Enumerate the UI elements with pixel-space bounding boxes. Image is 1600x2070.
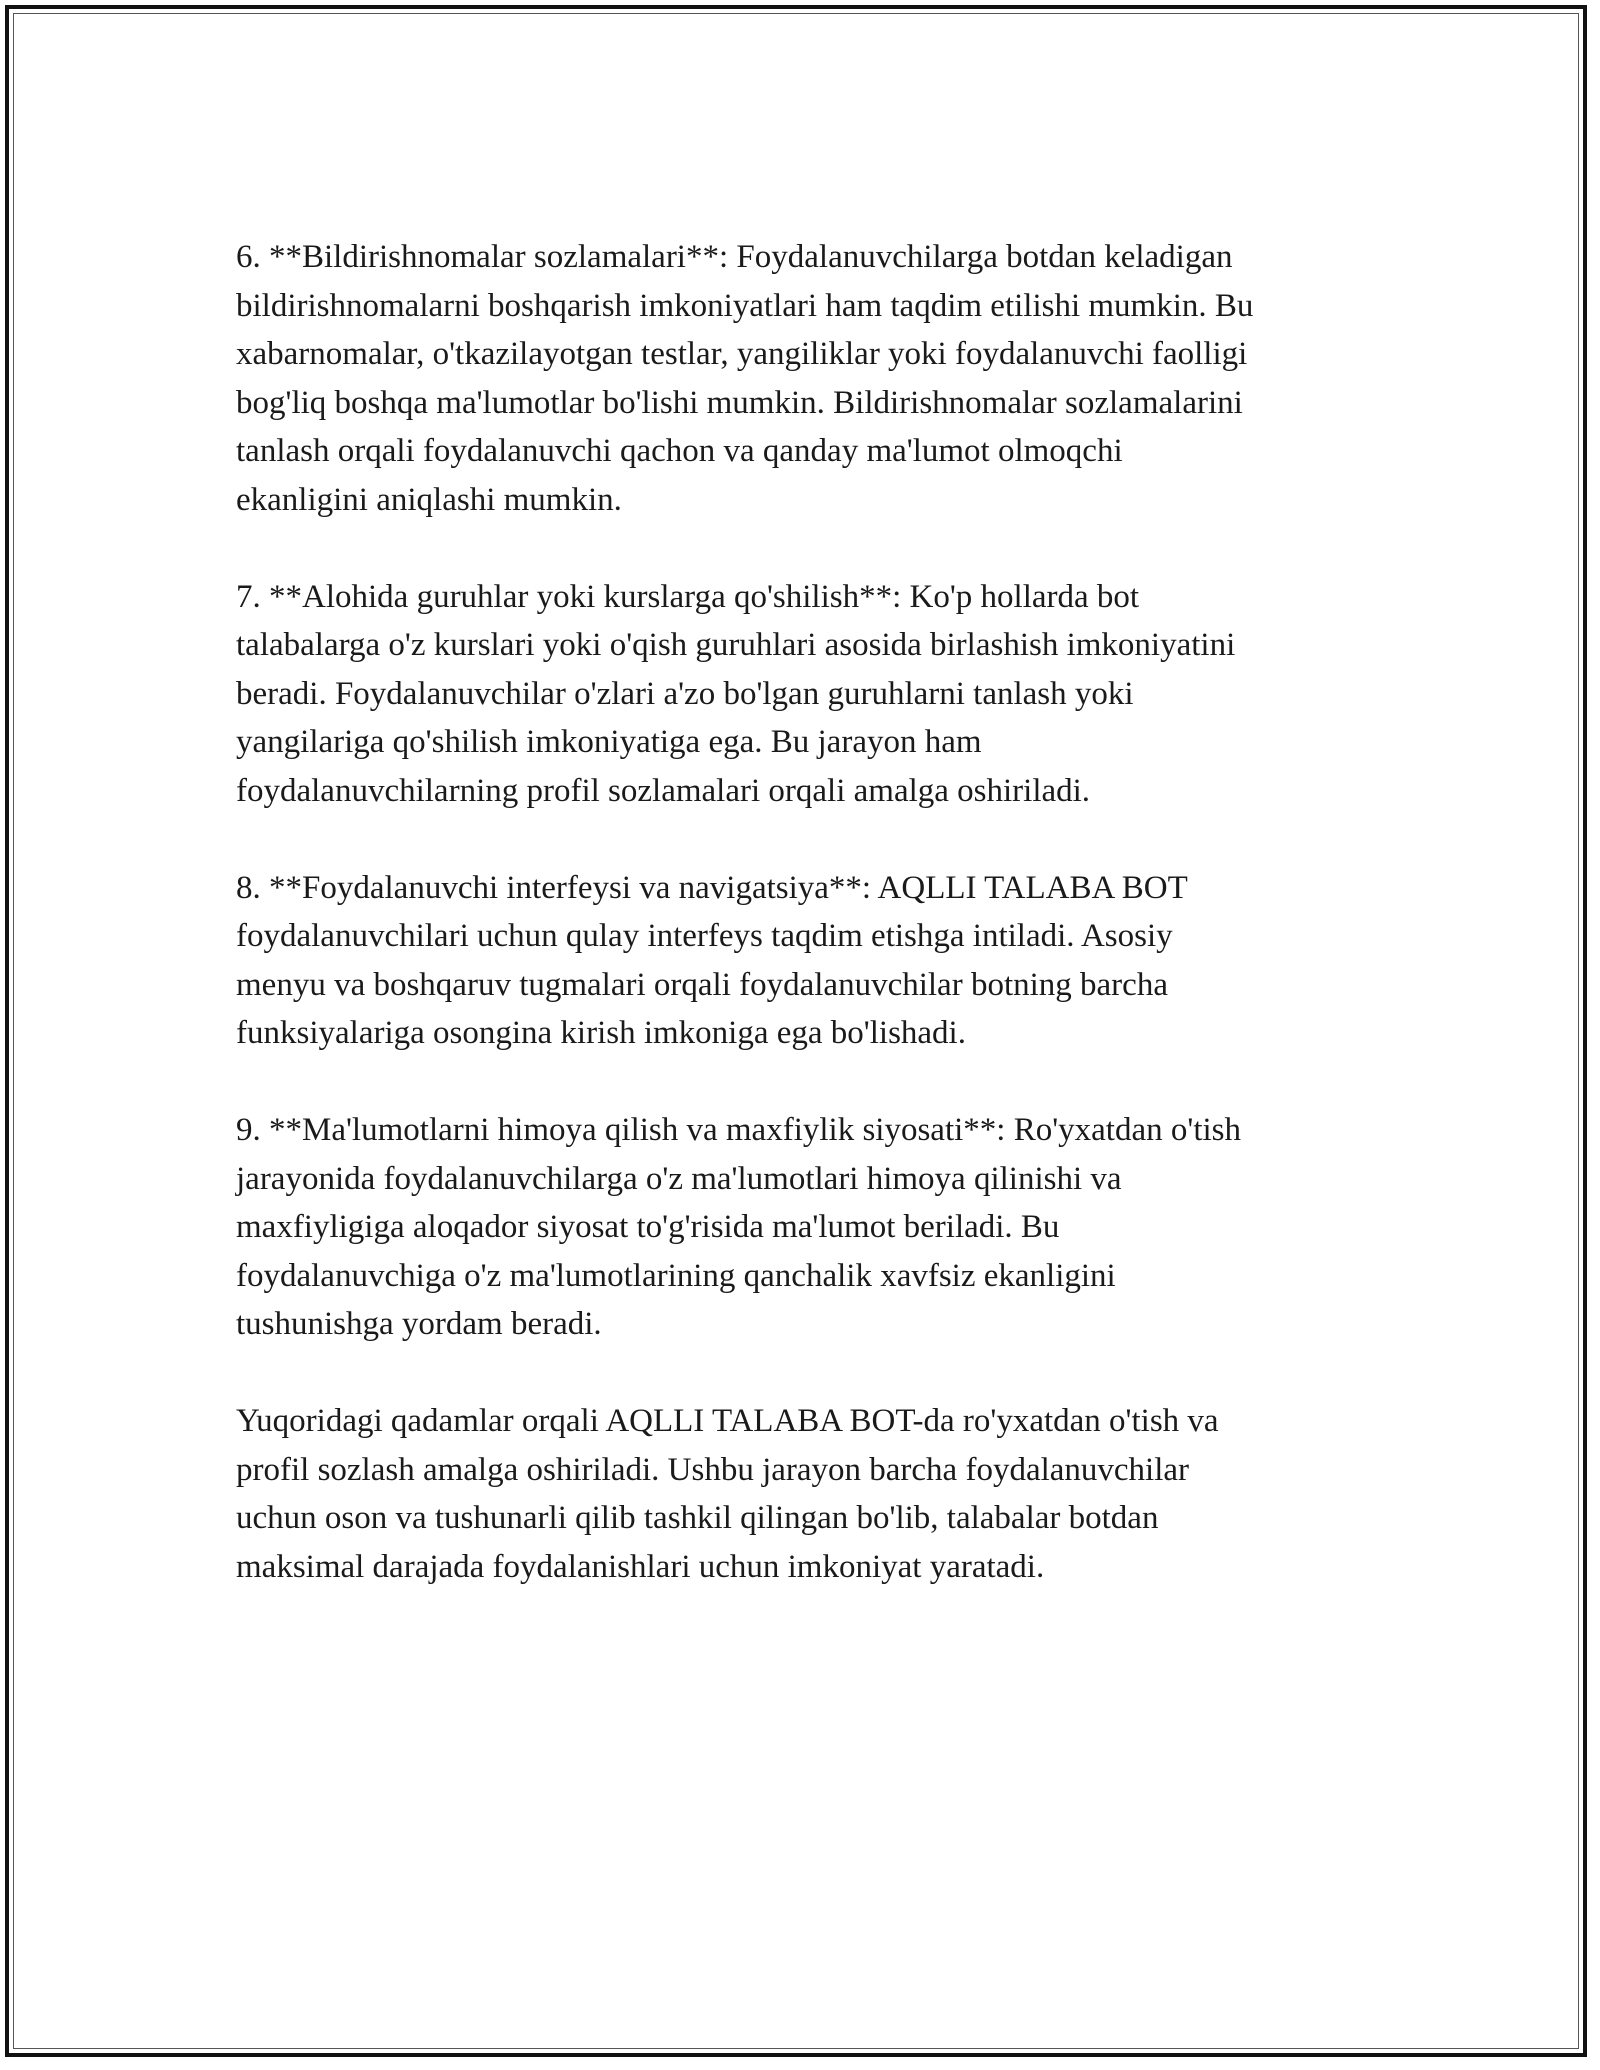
text-line: profil sozlash amalga oshiriladi. Ushbu jarayon barcha foydalanuvchilar — [236, 1451, 1190, 1488]
text-line: talabalarga o'z kurslari yoki o'qish guruhlari asosida birlashish imkoniyatini — [236, 627, 1236, 663]
text-line: foydalanuvchilarning profil sozlamalari orqali amalga oshiriladi. — [236, 772, 1091, 809]
text-line: menyu va boshqaruv tugmalari orqali foydalanuvchilar botning barcha — [236, 966, 1168, 1003]
text-line: 7. **Alohida guruhlar yoki kurslarga qo'shilish**: Ko'p hollarda bot — [236, 578, 1140, 615]
text-line: maxfiyligiga aloqador siyosat to'g'risida ma'lumot beriladi. Bu — [236, 1209, 1060, 1245]
paragraph-interface-navigation — [236, 864, 1376, 1058]
text-line: 8. **Foydalanuvchi interfeysi va navigatsiya**: AQLLI TALABA BOT — [236, 869, 1188, 906]
text-line: foydalanuvchilari uchun qulay interfeys taqdim etishga intiladi. Asosiy — [236, 918, 1173, 954]
text-line: tushunishga yordam beradi. — [236, 1306, 602, 1342]
text-line: 6. **Bildirishnomalar sozlamalari**: Foydalanuvchilarga botdan keladigan — [236, 239, 1233, 275]
text-line: bog'liq boshqa ma'lumotlar bo'lishi mumkin. Bildirishnomalar sozlamalarini — [236, 384, 1243, 421]
paragraph-groups-courses — [236, 573, 1376, 816]
document-body — [236, 233, 1376, 1640]
paragraph-privacy-policy — [236, 1106, 1376, 1349]
paragraph-notification-settings — [236, 233, 1376, 524]
text-line: Yuqoridagi qadamlar orqali AQLLI TALABA BOT-da ro'yxatdan o'tish va — [236, 1403, 1219, 1439]
text-line: foydalanuvchiga o'z ma'lumotlarining qanchalik xavfsiz ekanligini — [236, 1257, 1116, 1294]
text-line: bildirishnomalarni boshqarish imkoniyatlari ham taqdim etilishi mumkin. Bu — [236, 287, 1254, 324]
text-line: tanlash orqali foydalanuvchi qachon va qanday ma'lumot olmoqchi — [236, 433, 1123, 469]
text-line: uchun oson va tushunarli qilib tashkil qilingan bo'lib, talabalar botdan — [236, 1500, 1159, 1536]
text-line: beradi. Foydalanuvchilar o'zlari a'zo bo'lgan guruhlarni tanlash yoki — [236, 675, 1134, 712]
text-line: xabarnomalar, o'tkazilayotgan testlar, yangiliklar yoki foydalanuvchi faolligi — [236, 336, 1248, 372]
text-line: jarayonida foydalanuvchilarga o'z ma'lumotlari himoya qilinishi va — [236, 1160, 1122, 1197]
text-line: ekanligini aniqlashi mumkin. — [236, 481, 622, 518]
text-line: funksiyalariga osongina kirish imkoniga ega bo'lishadi. — [236, 1015, 966, 1051]
text-line: yangilariga qo'shilish imkoniyatiga ega. Bu jarayon ham — [236, 724, 982, 760]
text-line: maksimal darajada foydalanishlari uchun imkoniyat yaratadi. — [236, 1548, 1045, 1585]
text-line: 9. **Ma'lumotlarni himoya qilish va maxfiylik siyosati**: Ro'yxatdan o'tish — [236, 1112, 1242, 1148]
paragraph-conclusion — [236, 1397, 1376, 1591]
